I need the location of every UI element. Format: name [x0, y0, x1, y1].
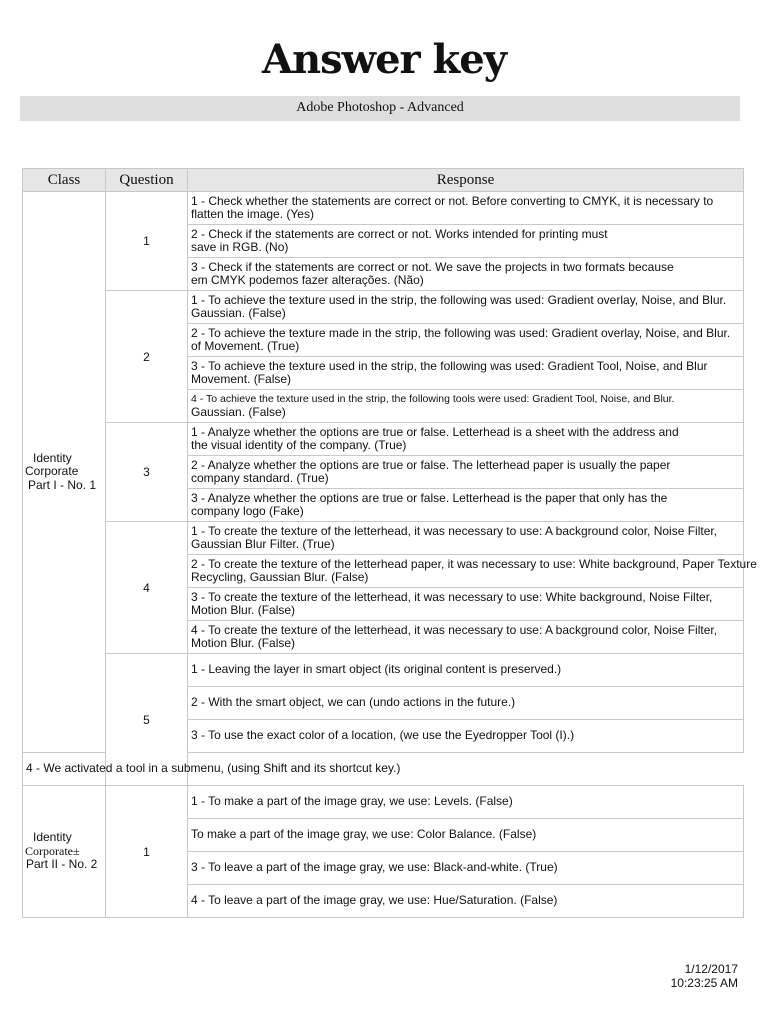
question-number: 5 [106, 654, 188, 786]
table-row [23, 423, 744, 456]
response-cell: 1 - Leaving the layer in smart object (its original content is preserved.) [188, 654, 744, 687]
response-cell: 2 - Analyze whether the options are true or false. The letterhead paper is usually the paper company standard. (True) [188, 456, 744, 489]
subtitle-bar [20, 96, 740, 121]
response-cell: 4 - To create the texture of the letterhead, it was necessary to use: A background color, Noise Filter, Motion Blur. (False) [188, 621, 744, 654]
response-cell: 2 - Check if the statements are correct or not. Works intended for printing must save in RGB. (No) [188, 225, 744, 258]
question-number: 4 [106, 522, 188, 654]
table-row [23, 786, 744, 819]
header-response: Response [188, 169, 744, 192]
response-cell: 2 - To create the texture of the letterhead paper, it was necessary to use: White background, Paper Texture Recycling, Gaussian Blur. (False) [188, 555, 744, 588]
response-cell: 3 - To use the exact color of a location, (we use the Eyedropper Tool (I).) [188, 720, 744, 753]
table-row [23, 522, 744, 555]
response-cell: 3 - To achieve the texture used in the strip, the following was used: Gradient Tool, Noise, and Blur Movement. (False) [188, 357, 744, 390]
response-cell: 1 - Analyze whether the options are true or false. Letterhead is a sheet with the address and the visual identity of the company. (True) [188, 423, 744, 456]
response-cell: 4 - We activated a tool in a submenu, (using Shift and its shortcut key.) [23, 753, 106, 786]
response-cell: 1 - To make a part of the image gray, we use: Levels. (False) [188, 786, 744, 819]
response-cell: To make a part of the image gray, we use: Color Balance. (False) [188, 819, 744, 852]
response-cell: 3 - To leave a part of the image gray, we use: Black-and-white. (True) [188, 852, 744, 885]
response-cell: 3 - Check if the statements are correct or not. We save the projects in two formats because em CMYK podemos fazer alterações. (Não) [188, 258, 744, 291]
footer-time: 10:23:25 AM [670, 976, 738, 990]
header-question: Question [106, 169, 188, 192]
timestamp [671, 962, 738, 990]
question-number: 3 [106, 423, 188, 522]
class-line: Corporate± [25, 843, 80, 858]
question-number: 2 [106, 291, 188, 423]
class-line: Identity [33, 450, 72, 465]
class-line: Part II - No. 2 [26, 857, 98, 872]
response-cell: 1 - Check whether the statements are correct or not. Before converting to CMYK, it is necessary to flatten the image. (Yes) [188, 192, 744, 225]
footer-date: 1/12/2017 [684, 962, 738, 976]
response-cell: 3 - Analyze whether the options are true or false. Letterhead is the paper that only has the company logo (Fake) [188, 489, 744, 522]
table-header-row [23, 169, 744, 192]
table-row [23, 654, 744, 687]
header-class: Class [23, 169, 106, 192]
table-row [23, 291, 744, 324]
question-number: 1 [106, 786, 188, 918]
response-cell: 4 - To leave a part of the image gray, we use: Hue/Saturation. (False) [188, 885, 744, 918]
class-cell [23, 786, 106, 918]
subtitle: Adobe Photoshop - Advanced [296, 100, 464, 115]
response-cell: 1 - To achieve the texture used in the strip, the following was used: Gradient overlay, Noise, and Blur. Gaussian. (False) [188, 291, 744, 324]
response-cell: 3 - To create the texture of the letterhead, it was necessary to use: White background, Noise Filter, Motion Blur. (False) [188, 588, 744, 621]
class-line: Corporate [25, 464, 79, 479]
class-line: Identity [33, 830, 72, 845]
response-cell: 2 - With the smart object, we can (undo actions in the future.) [188, 687, 744, 720]
response-cell: 2 - To achieve the texture made in the strip, the following was used: Gradient overlay, Noise, and Blur. of Movement. (True) [188, 324, 744, 357]
class-cell [23, 192, 106, 753]
response-cell: 4 - To achieve the texture used in the strip, the following tools were used: Gradient Tool, Noise, and Blur. Gaussian. (False) [188, 390, 744, 423]
question-number: 1 [106, 192, 188, 291]
response-cell: 1 - To create the texture of the letterhead, it was necessary to use: A background color, Noise Filter, Gaussian Blur Filter. (True) [188, 522, 744, 555]
class-line: Part I - No. 1 [28, 477, 97, 492]
answer-table [22, 168, 757, 918]
page-title: Answer key [262, 36, 506, 83]
table-row [23, 192, 744, 225]
